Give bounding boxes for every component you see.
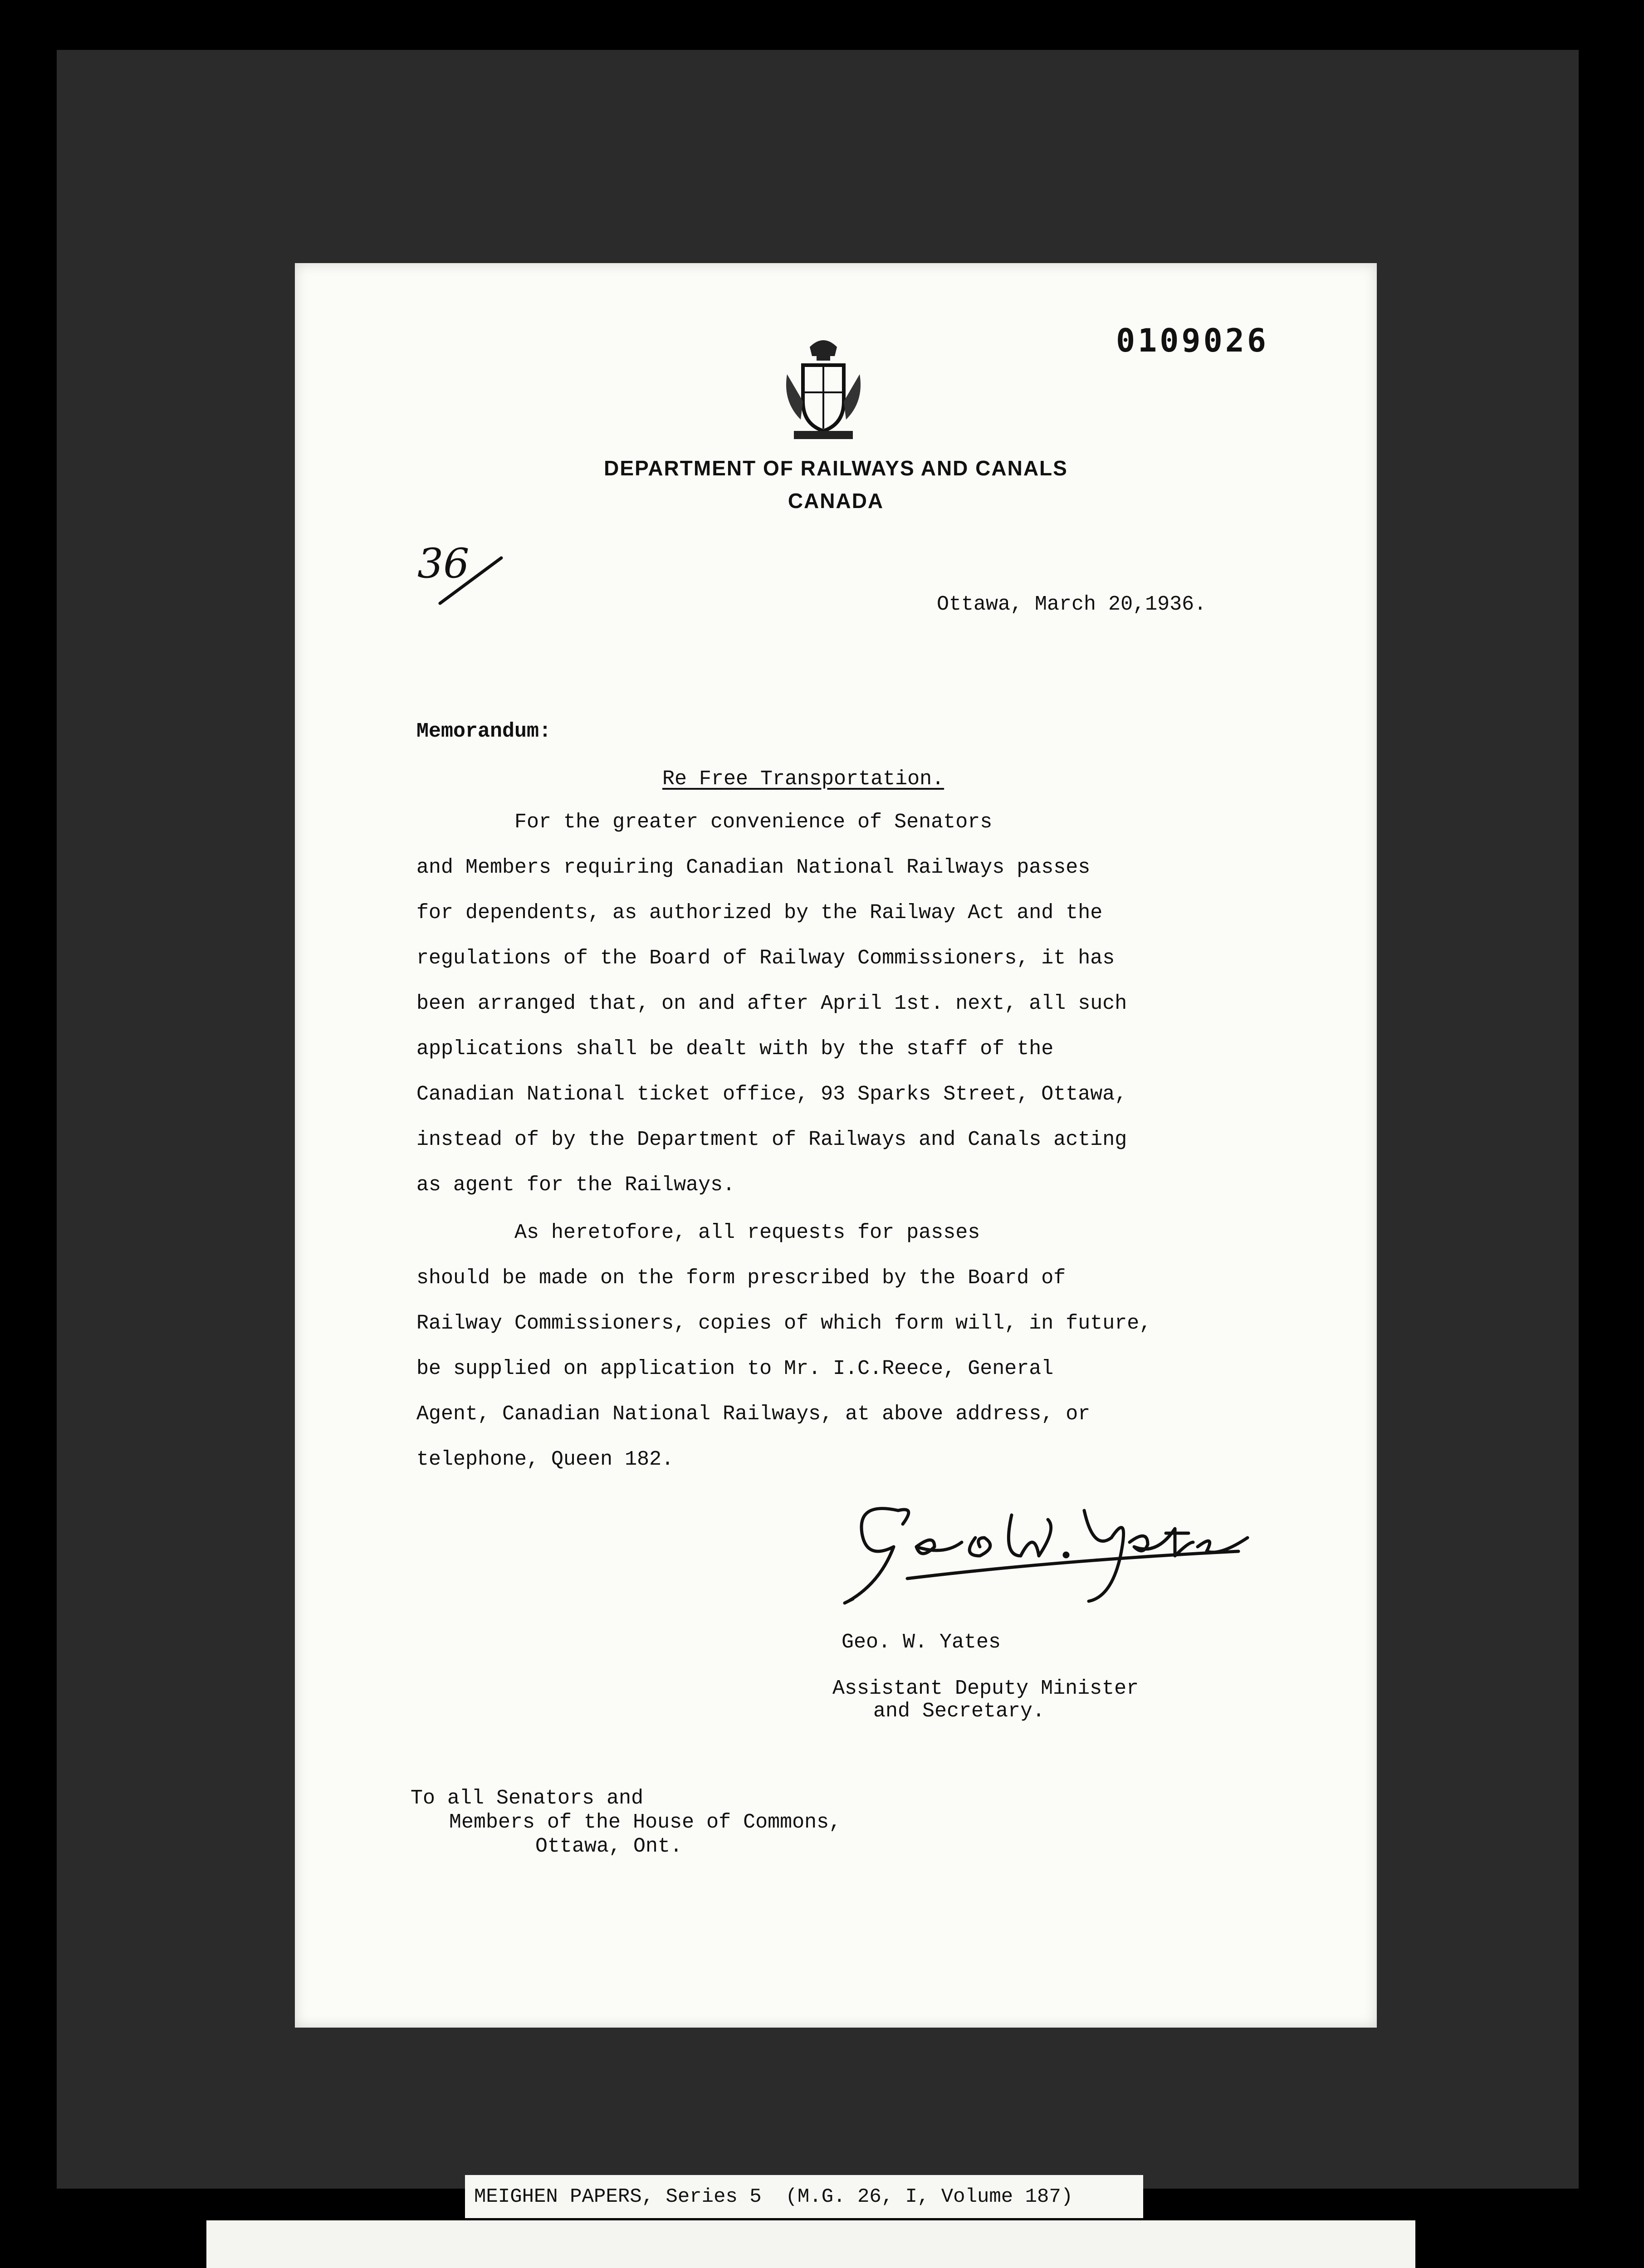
handwritten-file-mark: 36 [417, 540, 470, 587]
body-line: telephone, Queen 182. [416, 1448, 674, 1471]
memorandum-heading: Memorandum: [416, 720, 552, 743]
body-line: as agent for the Railways. [416, 1173, 735, 1197]
memorandum-page [295, 263, 1377, 2028]
department-title: DEPARTMENT OF RAILWAYS AND CANALS [604, 456, 1068, 480]
archives-card [206, 2220, 1415, 2268]
body-line: For the greater convenience of Senators [416, 811, 993, 834]
department-country: CANADA [788, 489, 884, 513]
date-line: Ottawa, March 20,1936. [937, 593, 1207, 616]
body-line: should be made on the form prescribed by the Board of [416, 1266, 1066, 1290]
body-line: regulations of the Board of Railway Commissioners, it has [416, 947, 1115, 970]
body-line: been arranged that, on and after April 1st. next, all such [416, 992, 1127, 1015]
memo-subject: Re Free Transportation. [662, 767, 944, 791]
signer-title: and Secretary. [873, 1700, 1045, 1723]
recipient-line: Ottawa, Ont. [535, 1835, 683, 1858]
body-line: and Members requiring Canadian National Railways passes [416, 856, 1091, 879]
signer-name: Geo. W. Yates [842, 1631, 1001, 1654]
document-number: 0109026 [1116, 322, 1269, 359]
reference-label: MEIGHEN PAPERS, Series 5 (M.G. 26, I, Volume 187) [465, 2175, 1143, 2218]
file-mark-slash [431, 553, 508, 608]
signer-title: Assistant Deputy Minister [832, 1677, 1139, 1700]
body-line: Agent, Canadian National Railways, at above address, or [416, 1403, 1091, 1426]
coat-of-arms-icon [778, 333, 869, 447]
body-line: for dependents, as authorized by the Railway Act and the [416, 901, 1103, 924]
body-line: instead of by the Department of Railways and Canals acting [416, 1128, 1127, 1151]
body-line: Railway Commissioners, copies of which form will, in future, [416, 1312, 1152, 1335]
recipient-line: To all Senators and [411, 1787, 644, 1810]
body-line: Canadian National ticket office, 93 Sparks Street, Ottawa, [416, 1083, 1127, 1106]
body-line: As heretofore, all requests for passes [416, 1221, 980, 1244]
body-line: applications shall be dealt with by the staff of the [416, 1037, 1054, 1061]
recipient-line: Members of the House of Commons, [449, 1811, 842, 1834]
handwritten-signature [830, 1492, 1261, 1610]
body-line: be supplied on application to Mr. I.C.Reece, General [416, 1357, 1054, 1380]
